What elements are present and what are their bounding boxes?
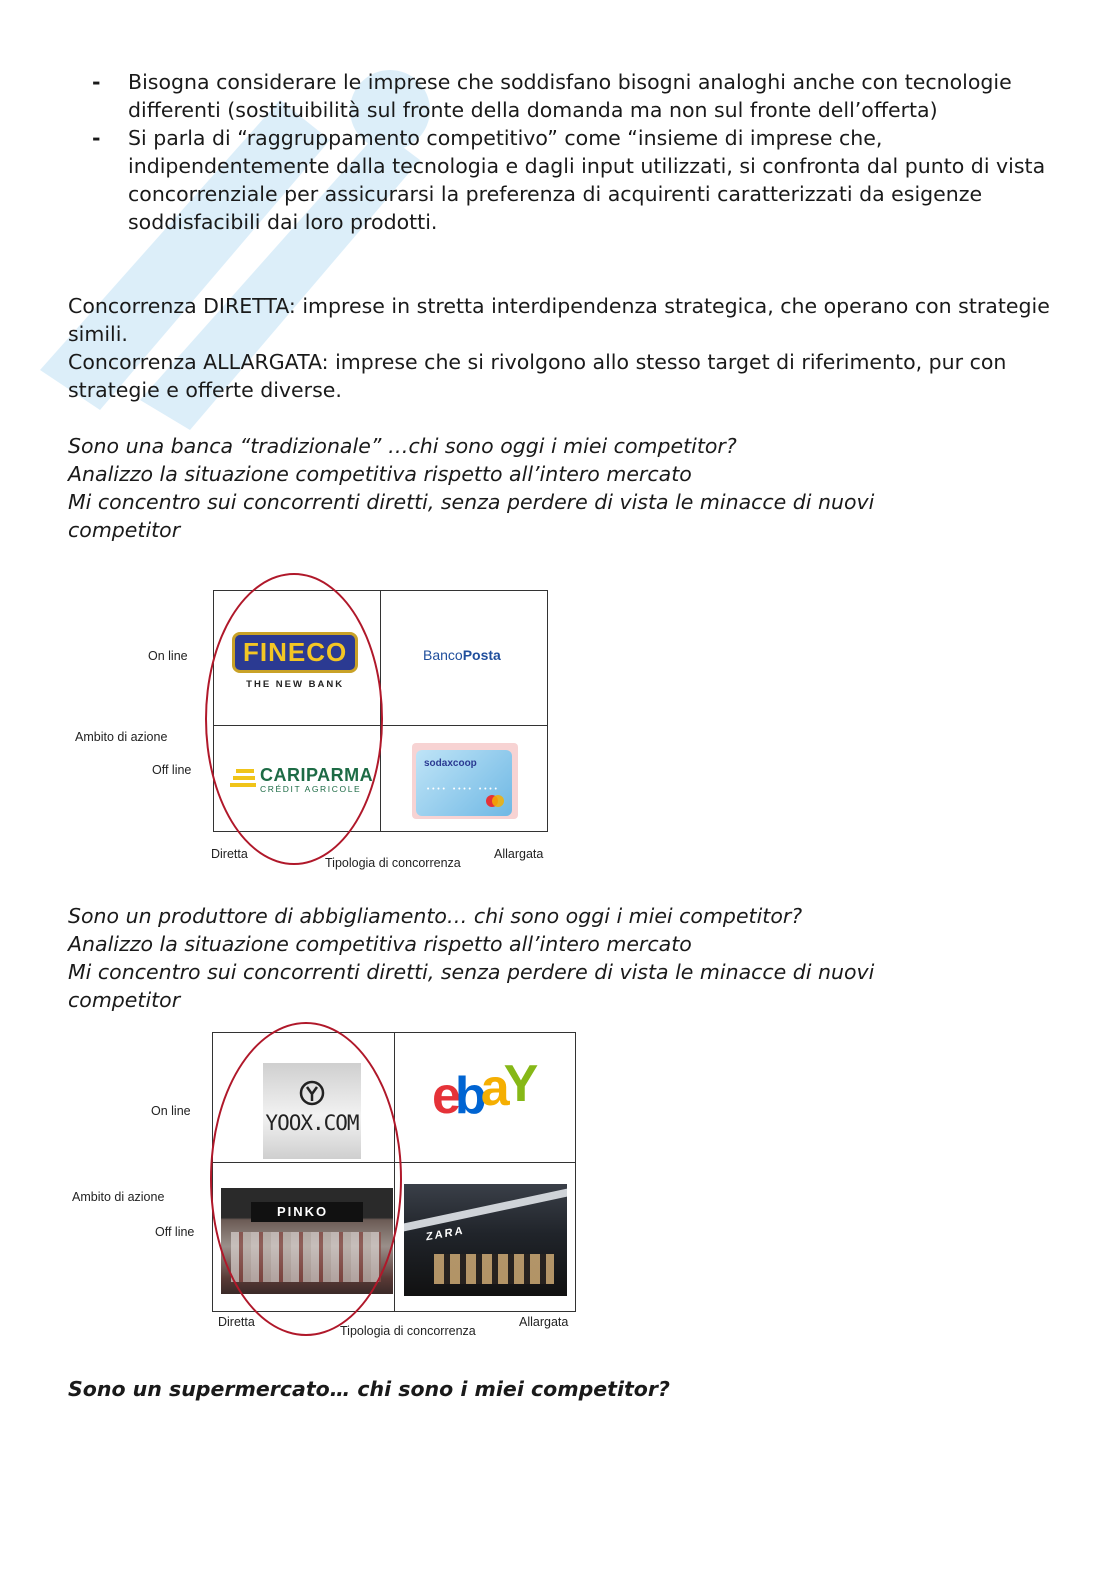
bullet-item — [92, 124, 1052, 236]
highlight-ellipse — [210, 1022, 402, 1336]
mastercard-icon — [484, 794, 506, 808]
bullet-text: Si parla di “raggruppamento competitivo” come “insieme di imprese che, indipendentemente dalla tecnologia e dagli input utilizzati, si confronta dal punto di vista concorrenziale per assicurarsi la preferenza di acquirenti caratterizzati da esigenze soddisfacibili dai loro prodotti. — [128, 126, 1046, 234]
fineco-wordmark: FINECO — [232, 632, 358, 673]
bullet-item — [92, 68, 1052, 124]
zara-store-photo — [404, 1184, 567, 1296]
banca-focus: Mi concentro sui concorrenti diretti, senza perdere di vista le minacce di nuovi competitor — [68, 490, 875, 542]
concorrenza-allargata: Concorrenza ALLARGATA: imprese che si rivolgono allo stesso target di riferimento, pur con strategie e offerte diverse. — [68, 350, 1007, 402]
bullet-text: Bisogna considerare le imprese che soddisfano bisogni analoghi anche con tecnologie differenti (sostituibilità sul fronte della domanda ma non sul fronte dell’offerta) — [128, 70, 1012, 122]
bullet-marker: - — [92, 70, 101, 94]
axis-label-ambito: Ambito di azione — [72, 1190, 165, 1204]
cariparma-wordmark: CARIPARMA — [260, 765, 374, 785]
row-label-online: On line — [148, 649, 188, 663]
row-label-offline: Off line — [155, 1225, 195, 1239]
bullet-marker: - — [92, 126, 101, 150]
bullet-list — [92, 68, 1052, 236]
axis-label-ambito: Ambito di azione — [75, 730, 168, 744]
col-label-diretta: Diretta — [218, 1315, 255, 1329]
supermercato-question: Sono un supermercato… chi sono i miei competitor? — [68, 1377, 670, 1401]
row-label-online: On line — [151, 1104, 191, 1118]
abbigliamento-analysis: Analizzo la situazione competitiva rispetto all’intero mercato — [68, 932, 692, 956]
col-label-diretta: Diretta — [211, 847, 248, 861]
concorrenza-diretta: Concorrenza DIRETTA: imprese in stretta interdipendenza strategica, che operano con strategie simili. — [68, 294, 1050, 346]
fineco-tagline: THE NEW BANK — [246, 679, 345, 690]
col-label-allargata: Allargata — [494, 847, 544, 861]
row-label-offline: Off line — [152, 763, 192, 777]
highlight-ellipse — [205, 573, 383, 865]
card-number: •••• •••• •••• — [426, 786, 499, 794]
abbigliamento-question: Sono un produttore di abbigliamento… chi sono oggi i miei competitor? — [68, 904, 803, 928]
banca-analysis: Analizzo la situazione competitiva rispetto all’intero mercato — [68, 462, 692, 486]
axis-label-tipologia: Tipologia di concorrenza — [325, 856, 461, 870]
bancoposta-logo: BancoPosta — [423, 647, 501, 663]
pinko-sign: PINKO — [277, 1204, 329, 1219]
card-brand: sodaxcoop — [424, 758, 477, 769]
abbigliamento-focus: Mi concentro sui concorrenti diretti, senza perdere di vista le minacce di nuovi competitor — [68, 960, 875, 1012]
col-label-allargata: Allargata — [519, 1315, 569, 1329]
zara-sign: ZARA — [426, 1224, 465, 1244]
cariparma-tagline: CRÉDIT AGRICOLE — [260, 784, 362, 794]
yoox-wordmark: YOOX.COM — [265, 1111, 359, 1135]
soda-coop-card-image — [416, 750, 512, 816]
ebay-logo: ebaY — [432, 1055, 533, 1125]
banca-question: Sono una banca “tradizionale” …chi sono oggi i miei competitor? — [68, 434, 737, 458]
axis-label-tipologia: Tipologia di concorrenza — [340, 1324, 476, 1338]
